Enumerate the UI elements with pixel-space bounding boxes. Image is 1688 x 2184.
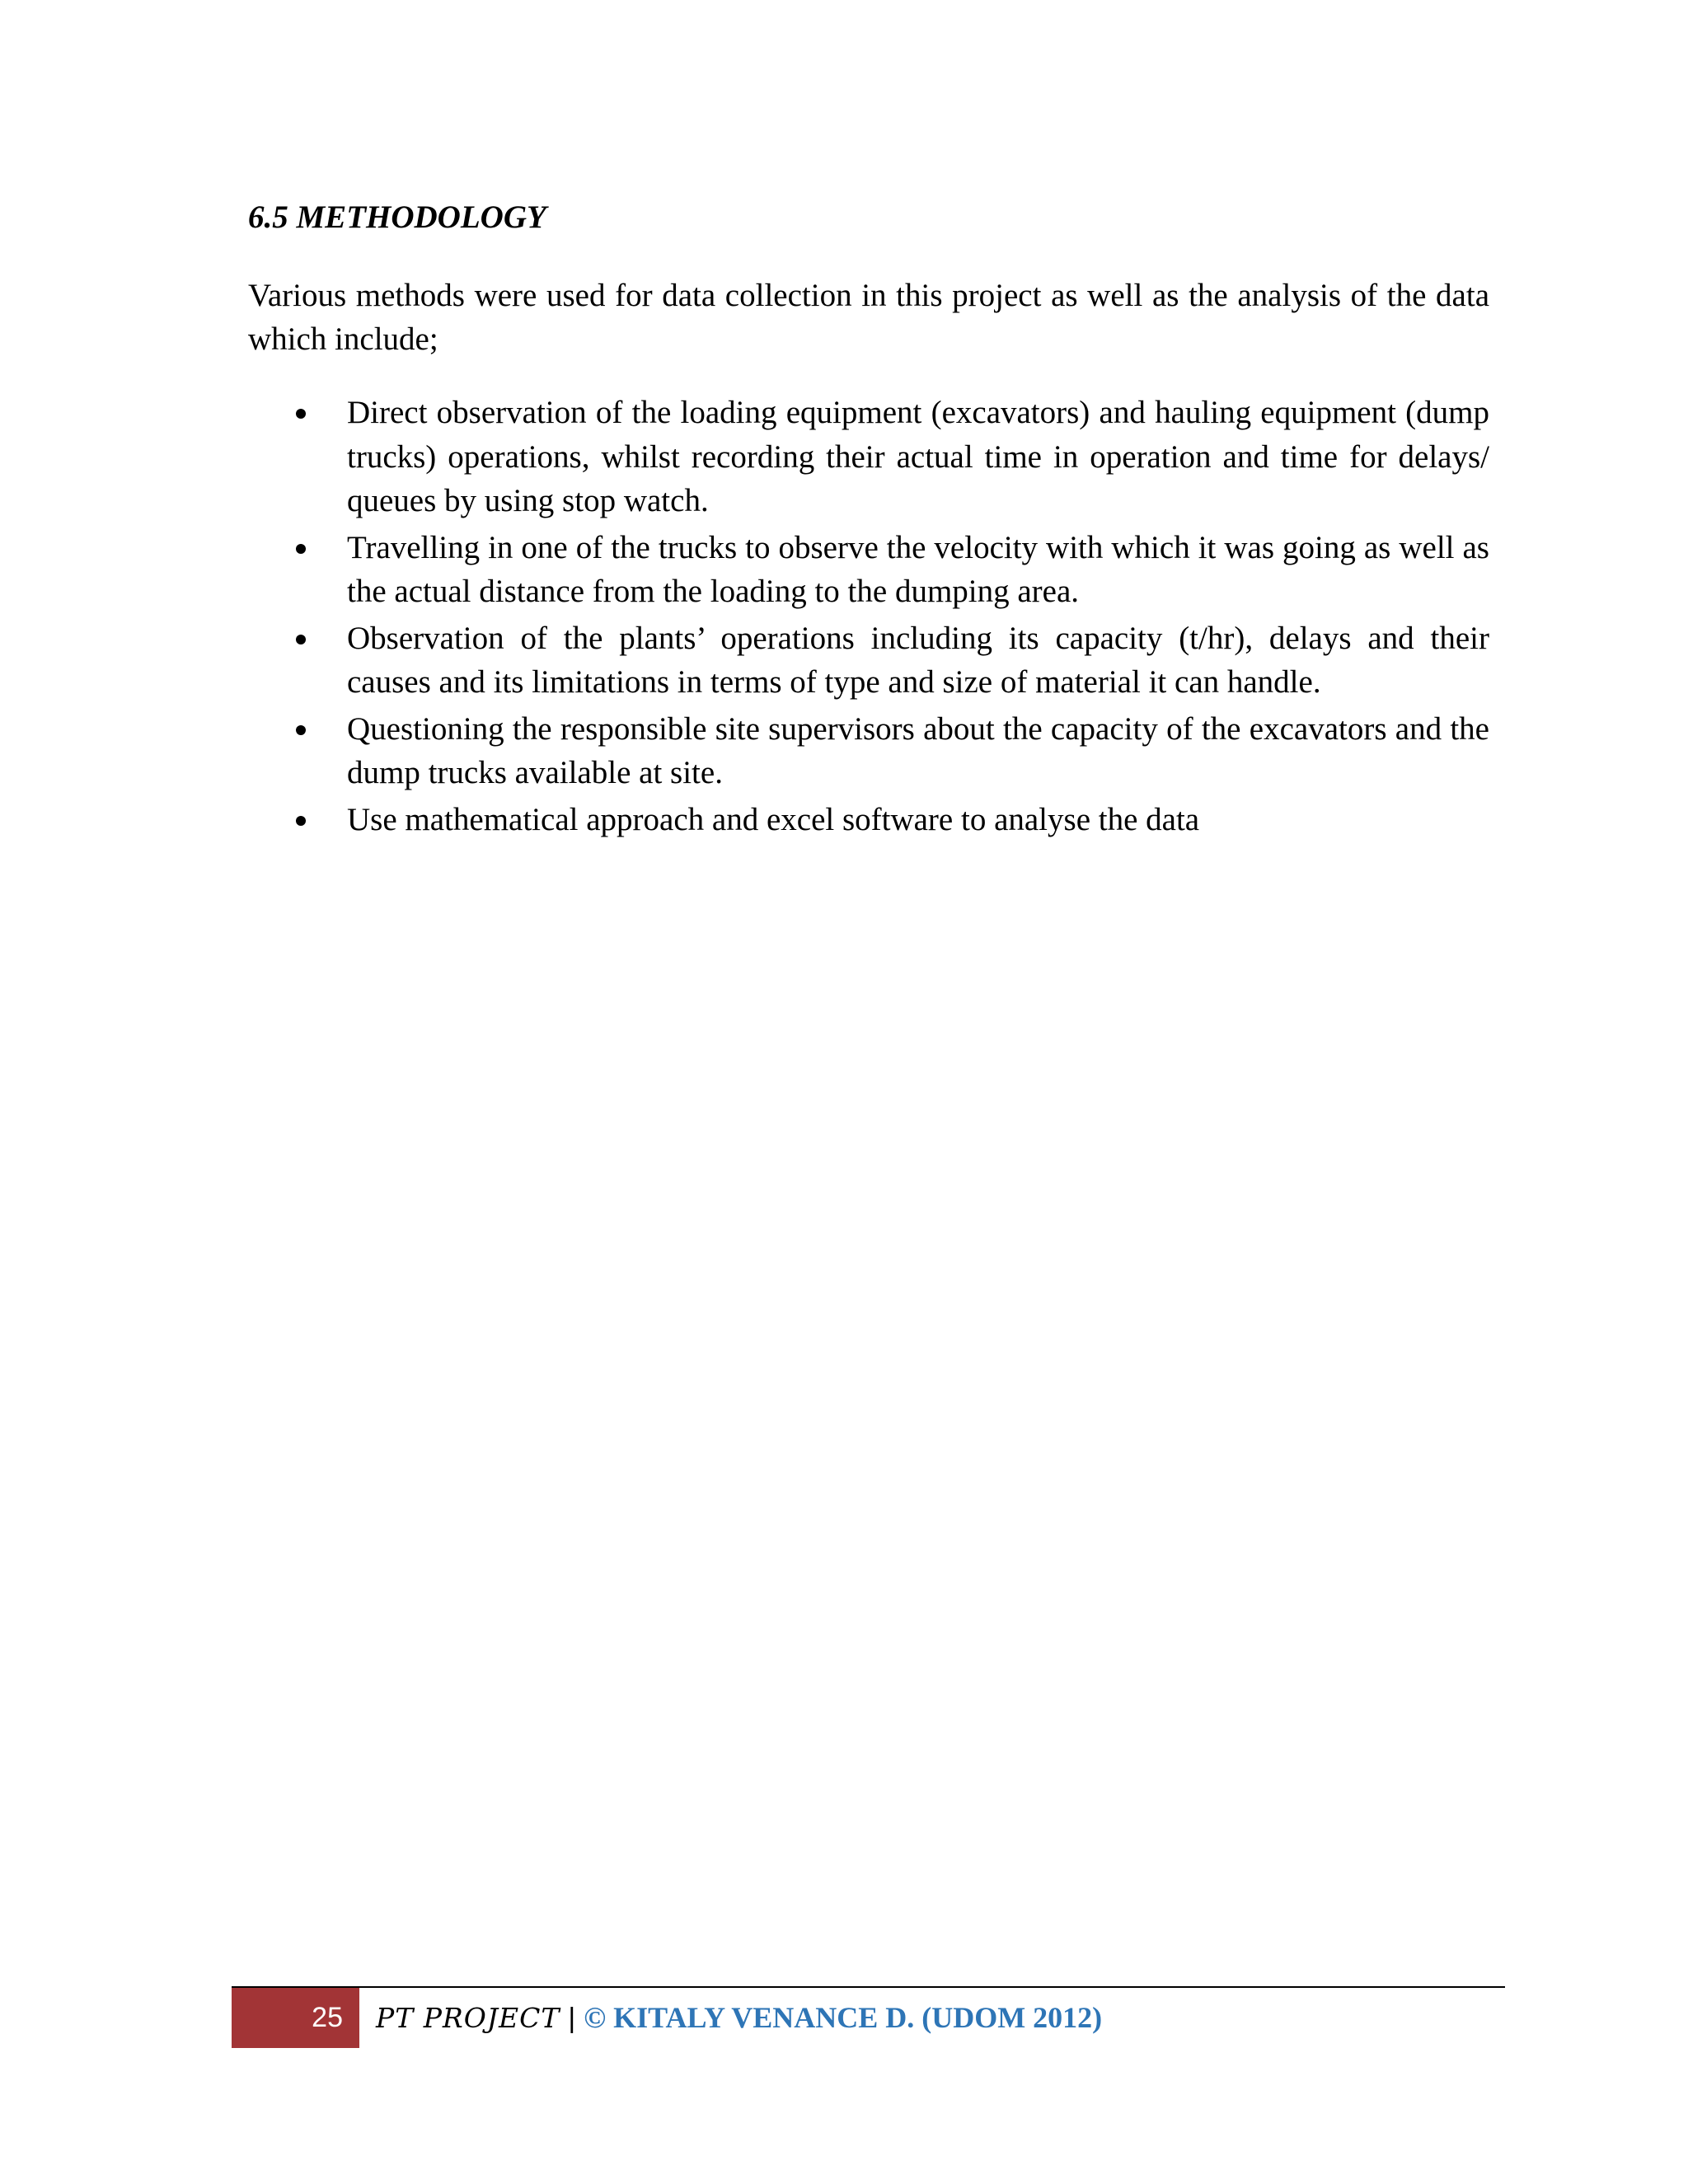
list-item-text: Observation of the plants’ operations including its capacity (t/hr), delays and their causes and its limitations in terms of type and size of material it can handle. <box>347 620 1489 700</box>
methods-list <box>248 391 1489 844</box>
page-number: 25 <box>232 1988 359 2048</box>
footer-caption <box>376 1991 1102 2045</box>
list-item <box>248 707 1489 795</box>
footer-copyright: © KITALY VENANCE D. (UDOM 2012) <box>584 2001 1103 2034</box>
bullet-icon <box>296 816 306 826</box>
footer-separator: | <box>568 2003 576 2034</box>
section-heading: 6.5 METHODOLOGY <box>248 199 546 235</box>
list-item <box>248 526 1489 614</box>
footer-project-label: PT PROJECT <box>376 2002 560 2034</box>
footer-divider <box>232 1986 1505 1988</box>
list-item-text: Use mathematical approach and excel software to analyse the data <box>347 801 1200 837</box>
list-item <box>248 798 1489 842</box>
page-footer <box>232 1986 1505 2048</box>
bullet-icon <box>296 544 306 554</box>
list-item <box>248 616 1489 705</box>
bullet-icon <box>296 725 306 735</box>
intro-paragraph: Various methods were used for data collection in this project as well as the analysis of the data which include; <box>248 278 1489 357</box>
bullet-icon <box>296 635 306 644</box>
list-item-text: Travelling in one of the trucks to observe the velocity with which it was going as well as the actual distance from the loading to the dumping area. <box>347 529 1489 609</box>
list-item <box>248 391 1489 523</box>
list-item-text: Direct observation of the loading equipment (excavators) and hauling equipment (dump trucks) operations, whilst recording their actual time in operation and time for delays/ queues by using stop watch. <box>347 395 1489 518</box>
bullet-icon <box>296 409 306 419</box>
list-item-text: Questioning the responsible site supervisors about the capacity of the excavators and the dump trucks available at site. <box>347 710 1489 790</box>
